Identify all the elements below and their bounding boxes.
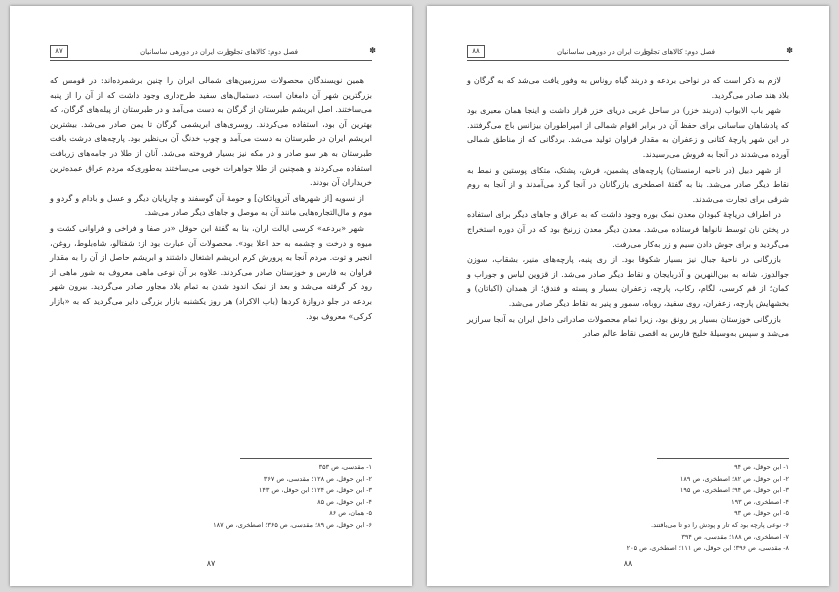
- footnote: ۲- ابن حوقل، ص ۸۲؛ اصطخری، ص ۱۸۹: [679, 474, 789, 483]
- paragraph: شهر «بردعه» کرسی ایالت اران، بنا به گفتهٔ ابن حوقل «در صفا و فراخی و فراوانی کشت و میوه و درخت و چشمه به حد اعلا بود». محصولات آن عبارت بود از: شفتالو، شاه‌بلوط، روغن، انجیر و توت. مردم آنجا به پرورش کرم ابریشم اشتغال داشتند و ابریشم حاصل از آن را به مقدار فراوان به فارس و خوزستان صادر می‌کردند. علاوه بر آن نوعی ماهی معروف به شور ماهی از رود کر گرفته می‌شد و بعد از نمک اندود شدن به تمام بلاد مجاور صادر می‌گردید. بیرون شهر بردعه در جلو دروازهٔ کردها (باب الاکراد) هر روز یکشنبه بازار بزرگی دایر می‌گردید که به «بازار کرکی» معروف بود.: [50, 223, 372, 321]
- footnote: ۱- ابن حوقل، ص ۹۴: [734, 463, 789, 471]
- footnote: ۴- اصطخری، ص ۱۹۳: [731, 497, 789, 506]
- paragraph: شهر باب الابواب (دربند خزر) در ساحل غربی دریای خزر قرار داشت و اینجا همان معبری بود که پادشاهان ساسانی برای حفظ آن در برابر اقوام شمالی از امپراطوران بیزانس باج می‌گرفتند. در این شهر پارچهٔ کتانی و زعفران به مقدار فراوان تولید می‌شد. بردگانی که از مناطق شمالی آورده می‌شدند در آنجا به فروش می‌رسیدند.: [467, 106, 789, 159]
- footnote-divider: [240, 458, 372, 459]
- paragraph: در اطراف دریاچهٔ کبودان معدن نمک بوره وجود داشت که به عراق و جاهای دیگر برای استفاده در پختن نان توسط نانواها فرستاده می‌شد. معدن دیگر معدن زرنیخ بود که در آن دوره استخراج می‌گردید و برای جوش دادن سیم و زر به‌کار می‌رفت.: [467, 210, 789, 249]
- header-page-box: ۸۷: [50, 45, 68, 58]
- header-page-box: ۸۸: [467, 45, 485, 58]
- book-page-right: [427, 6, 829, 586]
- footnote: ۵- ابن حوقل، ص ۹۳: [734, 509, 789, 518]
- footnote: ۲- ابن حوقل، ص ۱۲۸؛ مقدسی، ص ۳۶۷: [263, 474, 372, 483]
- header-title: تجارت ایران در دورهی ساسانیان: [140, 48, 236, 56]
- paragraph: لازم به ذکر است که در نواحی بردعه و دربند گیاه روناس به وفور یافت می‌شد که به گرگان و بلاد هند صادر می‌گردید.: [467, 76, 789, 100]
- footnotes: [467, 462, 789, 555]
- ornament-icon: ✽: [786, 46, 793, 55]
- footnote: ۵- همان، ص ۸۶: [329, 509, 372, 518]
- paragraph: بازرگانی خوزستان بسیار پر رونق بود، زیرا تمام محصولات صادراتی داخل ایران به آنجا سرازیر می‌شد و سپس به‌وسیلهٔ خلیج فارس به اقصی نقاط عالم صادر: [467, 314, 789, 339]
- footnote: ۷- اصطخری، ص ۱۸۸؛ مقدسی، ص ۳۹۴: [681, 532, 789, 541]
- page-body: [50, 74, 372, 325]
- page-number: ۸۸: [623, 559, 633, 568]
- footnote: ۱- مقدسی، ص ۳۵۳: [318, 463, 372, 471]
- footnote-divider: [657, 458, 789, 459]
- paragraph: از شهر دبیل (در ناحیه ارمنستان) پارچه‌های پشمین، فرش، پشتک، متکای پوستین و نمط به نقاط دیگر صادر می‌شد. بنا به گفتهٔ اصطخری بازرگانان در آنجا گرد می‌آمدند و از آنجا به روم شرقی برای تجارت می‌شدند.: [467, 165, 789, 204]
- book-page-left: [10, 6, 412, 586]
- footnote: ۳- ابن حوقل، ص ۹۴؛ اصطخری، ص ۱۹۵: [679, 486, 789, 495]
- paragraph: همین نویسندگان محصولات سرزمین‌های شمالی ایران را چنین برشمرده‌اند: در قومس که بزرگترین شهر آن دامغان است، دستمال‌های سفید طرح‌داری وجود داشت که از آن را از پنبه می‌ساختند. اصل ابریشم طبرستان از گرگان به دست می‌آمد و در طبرستان از پیله‌های گرگان، که بهترین آن بود، استفاده می‌کردند. روسری‌های ابریشمی گرگان تا یمن صادر می‌شد. بیشترین ابریشم ایران در طبرستان به دست می‌آمد و چوب خدنگ آن بی‌نظیر بود. پارچه‌های درشت بافت طبرستان به هر سو صادر و در مکه نیز بسیار فروخته می‌شد. آنان از طلا در جامه‌های زربافت استفاده می‌کردند و همچنین از طلا جواهرات خوبی می‌ساختند به‌طوری‌که مردم عراق عمده‌ترین خریداران آن بودند.: [50, 76, 372, 188]
- paragraph: از نسویه [از شهرهای آتروپاتکان] و حومهٔ آن گوسفند و چارپایان دیگر و عسل و بادام و گردو و موم و مال‌التجاره‌هایی مانند آن به موصل و جاهای دیگر صادر می‌شد.: [50, 193, 372, 218]
- header-chapter: فصل دوم: کالاهای تجاری: [225, 48, 298, 56]
- footnote: ۶- نوعی پارچه بود که تار و پودش را دو تا می‌بافتند.: [651, 520, 789, 529]
- footnote: ۴- ابن حوقل، ص ۸۵: [317, 497, 372, 506]
- footnotes: [50, 462, 372, 532]
- page-number: ۸۷: [206, 559, 216, 568]
- page-body: [467, 74, 789, 343]
- header-title: تجارت ایران در دورهی ساسانیان: [557, 48, 653, 56]
- footnote: ۳- ابن حوقل، ص ۱۲۴؛ ابن حوقل، ص ۱۴۳: [258, 486, 372, 495]
- ornament-icon: ✽: [369, 46, 376, 55]
- footnote: ۶- ابن حوقل، ص ۸۹؛ مقدسی، ص ۳۶۵؛ اصطخری، ص ۱۸۷: [213, 520, 372, 529]
- paragraph: بازرگانی در ناحیهٔ جبال نیز بسیار شکوفا بود. از ری پنبه، پارچه‌های منیر، بشقاب، سوزن جوالدوز، شانه به بین‌النهرین و آذربایجان و نقاط دیگر صادر می‌شد. از قزوین لباس و جوراب و کمان؛ از قم کرسی، لگام، رکاب، پارچه، زعفران بسیار و پسته و فندق؛ از همدان (اکباتان) و بخشهایش پارچه، زعفران، روی سفید، روباه، سمور و پنیر به نقاط دیگر صادر می‌شد.: [467, 255, 789, 308]
- running-header: [50, 44, 376, 61]
- header-chapter: فصل دوم: کالاهای تجاری: [642, 48, 715, 56]
- running-header: [467, 44, 793, 61]
- footnote: ۸- مقدسی، ص ۳۹۶؛ ابن حوقل، ص ۱۱۱؛ اصطخری، ص ۲۰۵: [626, 544, 789, 553]
